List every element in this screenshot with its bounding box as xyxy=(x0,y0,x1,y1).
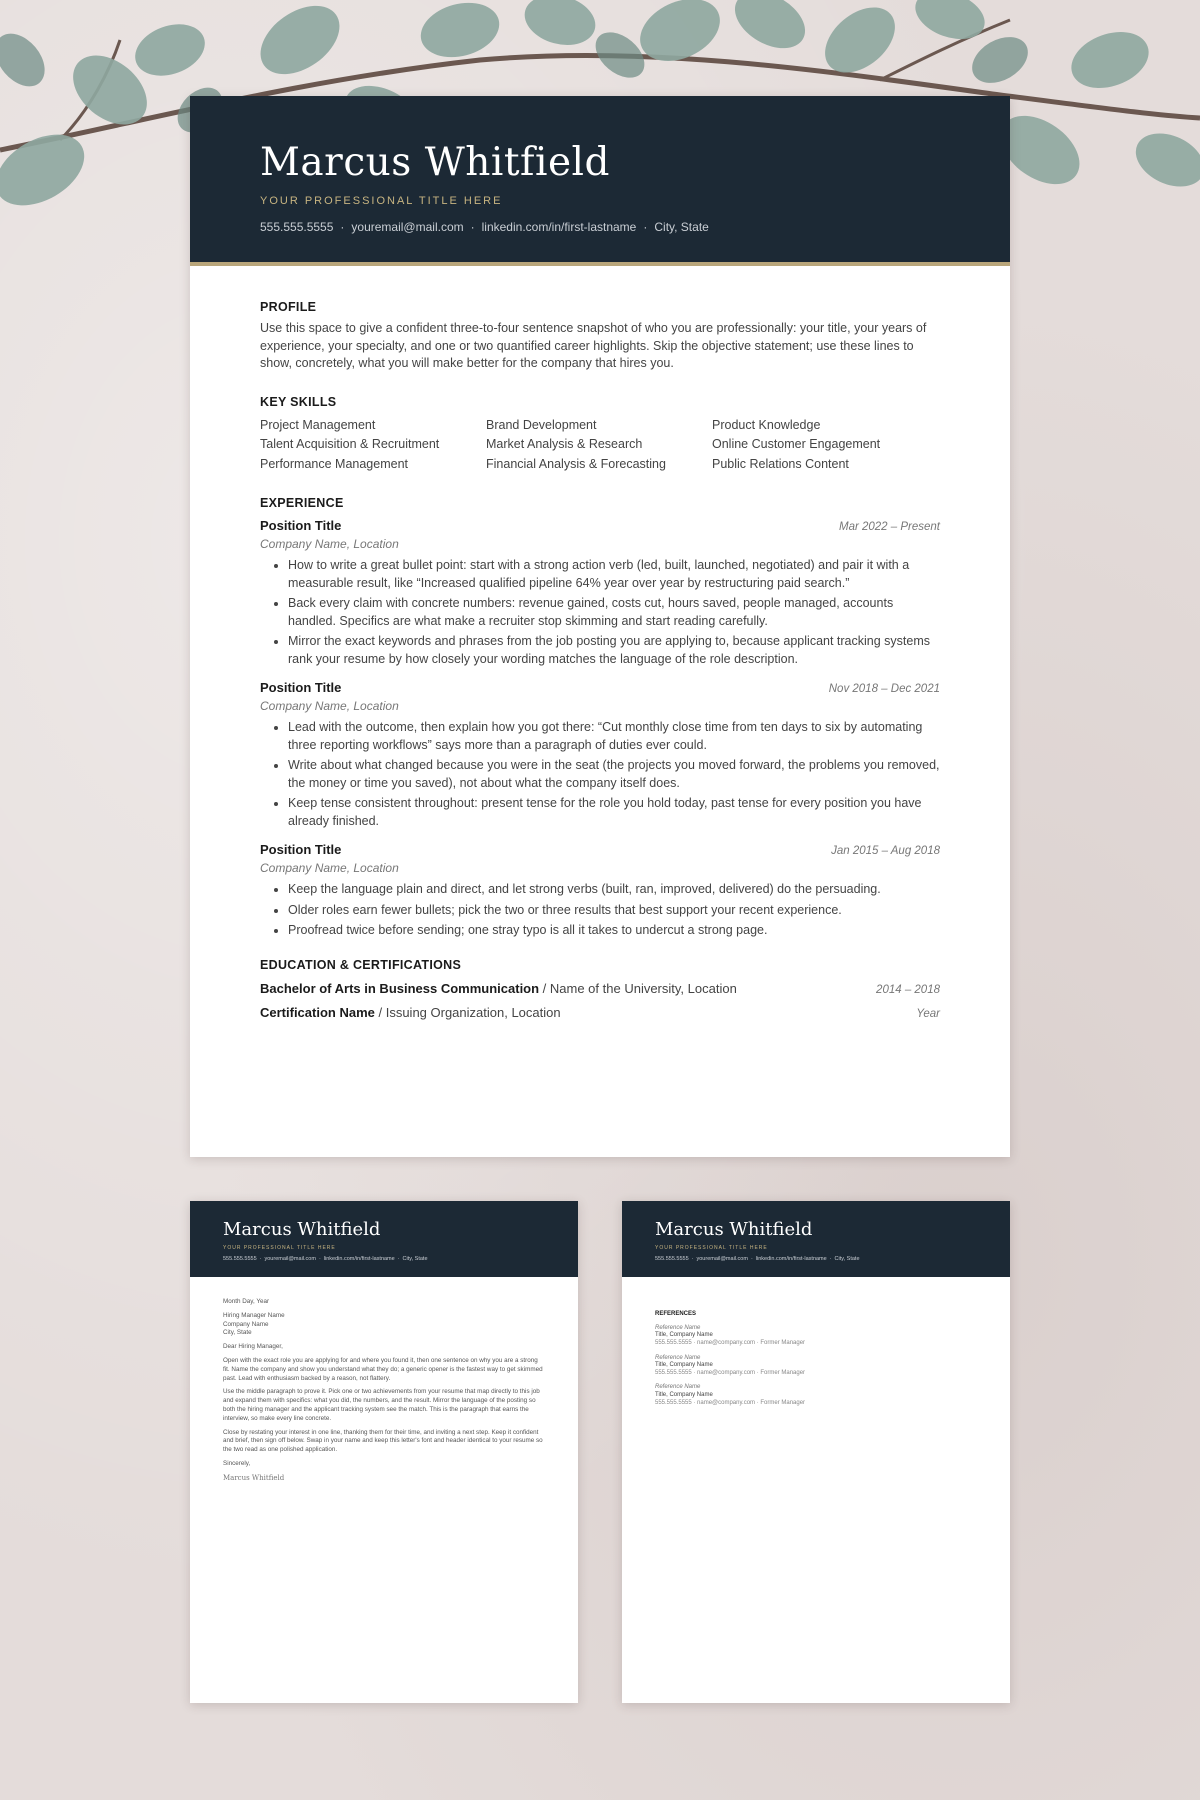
cover-letter-body xyxy=(223,1298,545,1488)
contact-linkedin: linkedin.com/in/first-lastname xyxy=(755,1256,827,1262)
job-bullets xyxy=(260,719,940,830)
bullet-item: • Keep tense consistent throughout: present tense for the role you hold today, past tense for every position you have already finished. xyxy=(288,795,940,830)
letter-date: Month Day, Year xyxy=(223,1298,270,1305)
education-row xyxy=(260,981,940,996)
profile-text: Use this space to give a confident three-to-four sentence snapshot of who you are professionally: your title, your years of experience, your specialty, and one or two quantified career highlights. Skip the objective statement; use these lines to show, concretely, what you will make better for the company that hires you. xyxy=(260,321,927,370)
letter-salutation: Dear Hiring Manager, xyxy=(223,1343,283,1351)
skills-section xyxy=(260,395,940,475)
references-body xyxy=(655,1310,977,1414)
recipient-line: City, State xyxy=(223,1329,252,1337)
separator-dot-icon: · xyxy=(643,220,648,234)
certification-issuer: / Issuing Organization, Location xyxy=(374,1004,561,1020)
resume-header xyxy=(190,96,1010,266)
contact-linkedin: linkedin.com/in/first-lastname xyxy=(323,1256,395,1262)
profile-section xyxy=(260,300,940,373)
references-title: YOUR PROFESSIONAL TITLE HERE xyxy=(655,1245,768,1251)
separator-dot-icon: · xyxy=(318,1256,321,1262)
bullet-item: • Proofread twice before sending; one stray typo is all it takes to undercut a strong page. xyxy=(288,922,940,940)
professional-title: YOUR PROFESSIONAL TITLE HERE xyxy=(260,195,503,207)
separator-dot-icon: · xyxy=(397,1256,400,1262)
job-dates: Jan 2015 – Aug 2018 xyxy=(831,845,940,857)
separator-dot-icon: · xyxy=(750,1256,753,1262)
cover-letter-contact xyxy=(223,1256,428,1262)
bullet-item: • Mirror the exact keywords and phrases from the job posting you are applying to, because applicant tracking systems rank your resume by how closely your wording matches the language of the role description. xyxy=(288,633,940,668)
letter-paragraph: Use the middle paragraph to prove it. Pick one or two achievements from your resume that map directly to this job and expand them with specifics: what you did, the numbers, and the result. Mirror the language of the posting so both the hiring manager and the applicant tracking system see the match. This is the paragraph that earns the interview, so make every line concrete. xyxy=(223,1388,540,1422)
skill-item: Project Management xyxy=(260,417,376,432)
contact-phone: 555.555.5555 xyxy=(655,1256,689,1262)
reference-entry xyxy=(655,1325,977,1348)
contact-line xyxy=(260,220,709,234)
contact-email: youremail@mail.com xyxy=(264,1256,316,1262)
job-company: Company Name, Location xyxy=(260,861,399,875)
skill-item: Brand Development xyxy=(486,417,597,432)
reference-title: Title, Company Name xyxy=(655,1362,713,1369)
reference-contact: 555.555.5555 · name@company.com · Former Manager xyxy=(655,1369,806,1376)
skill-item: Product Knowledge xyxy=(712,417,821,432)
job-entry xyxy=(260,680,940,830)
skill-item: Market Analysis & Research xyxy=(486,437,643,451)
bullet-item: • Older roles earn fewer bullets; pick the two or three results that best support your recent experience. xyxy=(288,902,940,920)
job-bullets xyxy=(260,881,940,940)
references-page xyxy=(622,1201,1010,1703)
job-dates: Mar 2022 – Present xyxy=(838,521,940,533)
skill-item: Performance Management xyxy=(260,456,408,471)
references-header xyxy=(622,1201,1010,1277)
reference-entry xyxy=(655,1355,977,1378)
job-entry xyxy=(260,518,940,668)
job-dates: Nov 2018 – Dec 2021 xyxy=(828,683,940,695)
resume-name: Marcus Whitfield xyxy=(260,140,610,185)
resume-body xyxy=(260,300,940,1020)
bullet-item: • Back every claim with concrete numbers: revenue gained, costs cut, hours saved, people managed, accounts handled. Specifics are what make a recruiter stop skimming and start reading carefully. xyxy=(288,595,940,630)
resume-page xyxy=(190,96,1010,1157)
recipient-line: Hiring Manager Name xyxy=(223,1311,285,1319)
section-heading: EXPERIENCE xyxy=(260,496,344,510)
reference-entry xyxy=(655,1384,977,1407)
skills-grid xyxy=(260,416,940,475)
cover-letter-page xyxy=(190,1201,578,1703)
job-entry xyxy=(260,842,940,940)
reference-title: Title, Company Name xyxy=(655,1391,713,1398)
job-company: Company Name, Location xyxy=(260,699,399,713)
certification-date: Year xyxy=(916,1007,940,1020)
letter-closing: Sincerely, xyxy=(223,1459,251,1467)
contact-phone: 555.555.5555 xyxy=(223,1256,257,1262)
contact-email: youremail@mail.com xyxy=(351,220,464,234)
section-heading: KEY SKILLS xyxy=(260,394,337,409)
contact-location: City, State xyxy=(654,220,709,234)
letter-paragraph: Open with the exact role you are applying for and where you found it, then one sentence on why you are a strong fit. Name the company and show you understand what they do; a generic opener is the fastest way to get skimmed past. Lead with enthusiasm backed by a reason, not flattery. xyxy=(223,1356,543,1382)
contact-linkedin: linkedin.com/in/first-lastname xyxy=(481,220,637,234)
job-title: Position Title xyxy=(260,680,342,695)
separator-dot-icon: · xyxy=(691,1256,694,1262)
section-heading: EDUCATION & CERTIFICATIONS xyxy=(260,957,462,972)
recipient-line: Company Name xyxy=(223,1320,269,1328)
references-name: Marcus Whitfield xyxy=(655,1219,813,1240)
section-heading: PROFILE xyxy=(260,300,317,314)
education-row xyxy=(260,1005,940,1020)
skill-item: Talent Acquisition & Recruitment xyxy=(260,437,440,451)
letter-recipient xyxy=(223,1312,545,1338)
letter-paragraph: Close by restating your interest in one line, thanking them for their time, and inviting a next step. Keep it confident and brief, then sign off below. Swap in your name and keep this letter's font and header identical to your resume so the two read as one polished application. xyxy=(223,1428,543,1454)
cover-letter-name: Marcus Whitfield xyxy=(223,1219,381,1240)
separator-dot-icon: · xyxy=(259,1256,262,1262)
job-company: Company Name, Location xyxy=(260,537,399,551)
reference-name: Reference Name xyxy=(655,1384,701,1391)
letter-signature: Marcus Whitfield xyxy=(223,1473,285,1482)
skill-item: Public Relations Content xyxy=(712,456,849,471)
contact-email: youremail@mail.com xyxy=(696,1256,748,1262)
cover-letter-title: YOUR PROFESSIONAL TITLE HERE xyxy=(223,1245,336,1251)
reference-name: Reference Name xyxy=(655,1324,701,1331)
bullet-item: • Write about what changed because you were in the seat (the projects you moved forward, the problems you removed, the money or time you saved), not about what the company itself does. xyxy=(288,757,940,792)
contact-phone: 555.555.5555 xyxy=(260,220,334,234)
contact-location: City, State xyxy=(402,1256,428,1262)
skill-item: Financial Analysis & Forecasting xyxy=(486,456,666,471)
job-title: Position Title xyxy=(260,518,342,533)
job-bullets xyxy=(260,557,940,668)
bullet-item: • How to write a great bullet point: start with a strong action verb (led, built, launched, negotiated) and pair it with a measurable result, like “Increased qualified pipeline 64% year over year by restructuring paid search.” xyxy=(288,557,940,592)
bullet-item: • Keep the language plain and direct, and let strong verbs (built, ran, improved, delivered) do the persuading. xyxy=(288,881,940,899)
skill-item: Online Customer Engagement xyxy=(712,437,881,451)
separator-dot-icon: · xyxy=(829,1256,832,1262)
reference-contact: 555.555.5555 · name@company.com · Former Manager xyxy=(655,1399,806,1406)
degree-dates: 2014 – 2018 xyxy=(876,983,940,996)
reference-title: Title, Company Name xyxy=(655,1332,713,1339)
cover-letter-header xyxy=(190,1201,578,1277)
reference-name: Reference Name xyxy=(655,1354,701,1361)
separator-dot-icon: · xyxy=(470,220,475,234)
degree-name: Bachelor of Arts in Business Communication xyxy=(260,980,540,996)
references-contact xyxy=(655,1256,860,1262)
contact-location: City, State xyxy=(834,1256,860,1262)
certification-name: Certification Name xyxy=(260,1004,375,1020)
references-heading: REFERENCES xyxy=(655,1311,697,1317)
separator-dot-icon: · xyxy=(340,220,345,234)
bullet-item: • Lead with the outcome, then explain how you got there: “Cut monthly close time from ten days to six by automating three reporting workflows” says more than a paragraph of duties ever could. xyxy=(288,719,940,754)
job-title: Position Title xyxy=(260,842,342,857)
reference-contact: 555.555.5555 · name@company.com · Former Manager xyxy=(655,1339,806,1346)
degree-institution: / Name of the University, Location xyxy=(539,980,737,996)
education-section xyxy=(260,958,940,1020)
experience-section xyxy=(260,496,940,940)
